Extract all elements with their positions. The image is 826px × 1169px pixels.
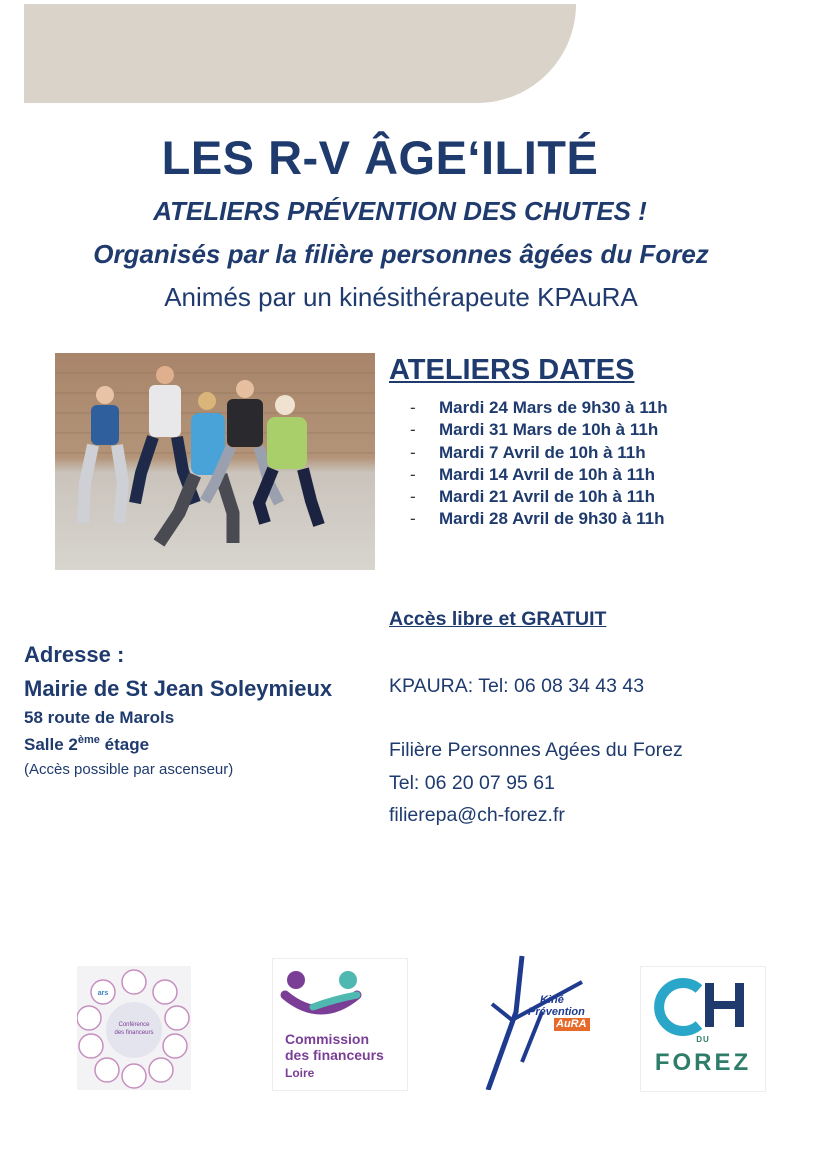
bullet-dash: - <box>410 464 416 484</box>
address-street: 58 route de Marols <box>24 708 175 727</box>
filiere-phone: Tel: 06 20 07 95 61 <box>389 772 555 794</box>
address-place: Mairie de St Jean Soleymieux <box>24 676 333 701</box>
ch-forez-logo <box>641 967 765 1091</box>
dates-heading: ATELIERS DATES <box>389 354 635 386</box>
bullet-dash: - <box>410 509 416 529</box>
list-item <box>410 442 668 464</box>
subtitle-workshops: ATELIERS PRÉVENTION DES CHUTES ! <box>153 196 647 226</box>
room-prefix: Salle 2 <box>24 735 78 754</box>
bullet-dash: - <box>410 420 416 440</box>
exercise-photo <box>55 353 375 570</box>
kine-line3: AuRA <box>556 1018 587 1030</box>
ch-forez-text: FOREZ <box>654 1049 752 1076</box>
page-title: LES R-V ÂGE‘ILITÉ <box>161 131 599 184</box>
list-item <box>410 419 668 441</box>
dates-list <box>410 397 668 531</box>
date-text: Mardi 24 Mars de 9h30 à 11h <box>439 398 668 417</box>
commission-line2: des financeurs <box>285 1047 384 1063</box>
conference-text-1: Conférence <box>118 1022 150 1028</box>
ars-text: ars <box>97 990 109 997</box>
kine-line1: Kiné <box>540 994 564 1006</box>
date-text: Mardi 21 Avril de 10h à 11h <box>439 487 656 507</box>
date-text: Mardi 14 Avril de 10h à 11h <box>439 464 656 484</box>
date-text: Mardi 7 Avril de 10h à 11h <box>439 442 646 462</box>
subtitle-animator: Animés par un kinésithérapeute KPAuRA <box>164 282 638 312</box>
address-note: (Accès possible par ascenseur) <box>24 761 234 778</box>
address-room <box>24 734 149 755</box>
list-item <box>410 486 668 508</box>
commission-line3: Loire <box>285 1066 315 1080</box>
ch-du-text: DU <box>696 1035 710 1044</box>
ch-text: CH <box>741 977 743 978</box>
bullet-dash: - <box>410 398 416 417</box>
bullet-dash: - <box>410 487 416 507</box>
room-sup: ème <box>77 734 100 746</box>
free-access-note: Accès libre et GRATUIT <box>389 608 607 630</box>
header-banner <box>24 4 576 103</box>
conference-text-2: des financeurs <box>114 1030 154 1036</box>
commission-financeurs-logo <box>273 959 407 1090</box>
list-item <box>410 508 668 530</box>
date-text: Mardi 28 Avril de 9h30 à 11h <box>439 509 665 529</box>
kpaura-phone: KPAURA: Tel: 06 08 34 43 43 <box>389 675 645 697</box>
list-item <box>410 464 668 486</box>
address-heading: Adresse : <box>24 642 125 667</box>
filiere-name: Filière Personnes Agées du Forez <box>389 739 683 761</box>
list-item <box>410 397 668 419</box>
date-text: Mardi 31 Mars de 10h à 11h <box>439 420 659 440</box>
contact-email[interactable]: filierepa@ch-forez.fr <box>389 804 565 826</box>
commission-line1: Commission <box>285 1031 370 1047</box>
conference-financeurs-logo <box>77 966 191 1090</box>
bullet-dash: - <box>410 442 416 462</box>
subtitle-organizer: Organisés par la filière personnes âgées du Forez <box>93 239 709 269</box>
kine-prevention-logo <box>482 952 594 1090</box>
room-suffix: étage <box>99 735 150 754</box>
kine-line2: Prévention <box>528 1006 585 1018</box>
